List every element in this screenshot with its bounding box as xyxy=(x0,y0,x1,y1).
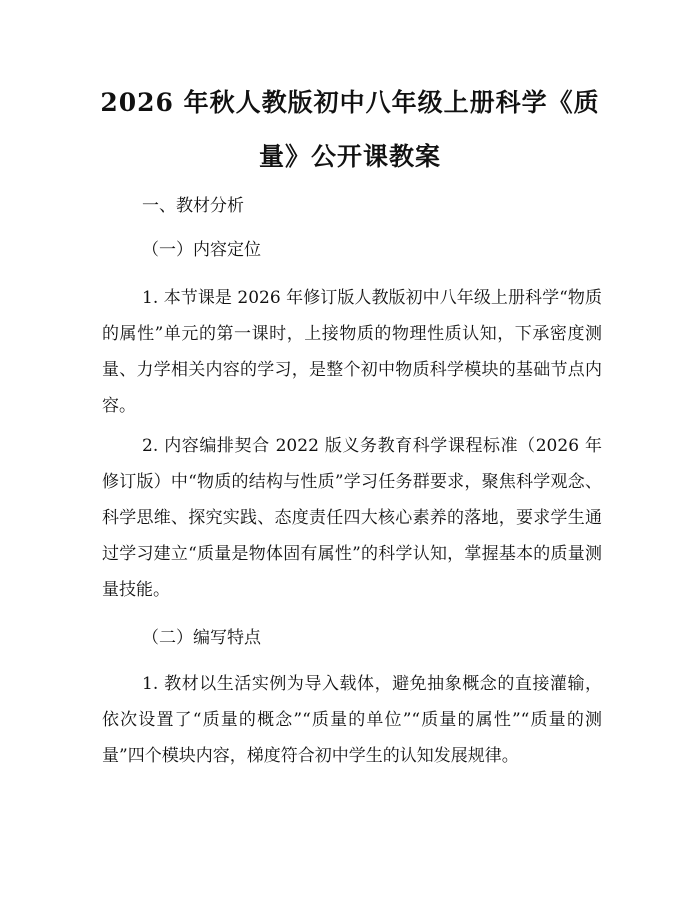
paragraph-2: 2. 内容编排契合 2022 版义务教育科学课程标准（2026 年修订版）中“物质的结构与性质”学习任务群要求，聚焦科学观念、科学思维、探究实践、态度责任四大核心素养的落地，要求学生通过学习建立“质量是物体固有属性”的科学认知，掌握基本的质量测量技能。 xyxy=(102,436,602,600)
paragraph-3: 1. 教材以生活实例为导入载体，避免抽象概念的直接灌输，依次设置了“质量的概念”“质量的单位”“质量的属性”“质量的测量”四个模块内容，梯度符合初中学生的认知发展规律。 xyxy=(102,674,602,766)
section-heading-textbook-analysis: 一、教材分析 xyxy=(142,196,244,216)
subsection-heading-writing-features: （二）编写特点 xyxy=(142,628,261,648)
document-title: 2026 年秋人教版初中八年级上册科学《质量》公开课教案 xyxy=(100,88,600,171)
subsection-heading-content-positioning: （一）内容定位 xyxy=(142,240,261,260)
paragraph-1: 1. 本节课是 2026 年修订版人教版初中八年级上册科学“物质的属性”单元的第一课时，上接物质的物理性质认知，下承密度测量、力学相关内容的学习，是整个初中物质科学模块的基础节点内容。 xyxy=(102,288,602,416)
